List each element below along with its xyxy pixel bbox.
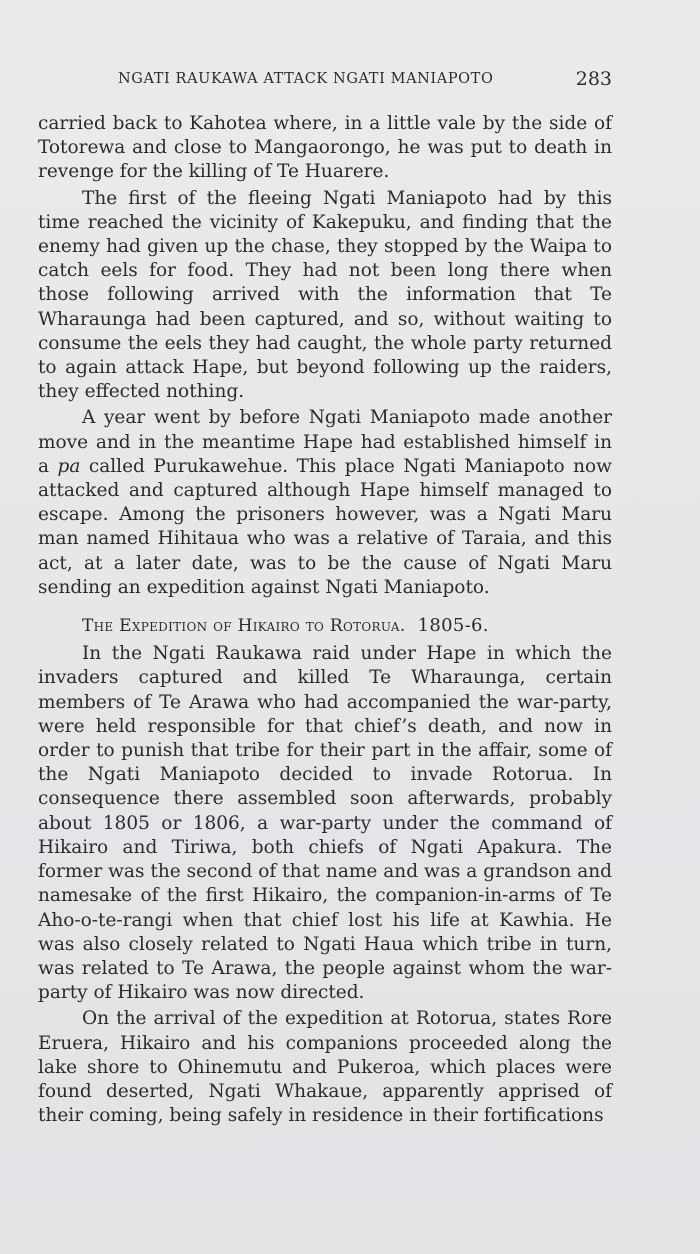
paragraph-2: The first of the fleeing Ngati Maniapoto had by this time reached the vicinity of Kakepuku, and finding that the enemy had given up the chase, they stopped by the Waipa to catch eels for food. They had not been long there when those following arrived with the information that Te Wharaunga had been captured, and so, without waiting to consume the eels they had caught, the whole party returned to again attack Hape, but beyond following up the raiders, they effected nothing. — [38, 187, 612, 403]
section-heading-date: 1805-6. — [417, 615, 489, 637]
paragraph-3 — [38, 406, 612, 600]
body-text — [38, 112, 612, 1128]
paragraph-4: In the Ngati Raukawa raid under Hape in which the invaders captured and killed Te Wharaunga, certain members of Te Arawa who had accompanied the war-party, were held responsible for that chief’s death, and now in order to punish that tribe for their part in the affair, some of the Ngati Maniapoto decided to invade Rotorua. In consequence there assembled soon afterwards, probably about 1805 or 1806, a war-party under the command of Hikairo and Tiriwa, both chiefs of Ngati Apakura. The former was the second of that name and was a grandson and namesake of the first Hikairo, the companion-in-arms of Te Aho-o-te-rangi when that chief lost his life at Kawhia. He was also closely related to Ngati Haua which tribe in turn, was related to Te Arawa, the people against whom the war-party of Hikairo was now directed. — [38, 643, 612, 1004]
page-header — [38, 68, 614, 94]
section-heading-title: The Expedition of Hikairo to Rotorua. — [82, 616, 406, 637]
paragraph-3-text-start: A year went by before Ngati Maniapoto made another move and in the meantime Hape had established himself in a — [38, 407, 612, 477]
paragraph-5: On the arrival of the expedition at Rotorua, states Rore Eruera, Hikairo and his companions proceeded along the lake shore to Ohinemutu and Pukeroa, which places were found deserted, Ngati Whakaue, apparently apprised of their coming, being safely in residence in their fortifications — [38, 1008, 612, 1127]
section-heading — [38, 614, 612, 638]
paragraph-1: carried back to Kahotea where, in a little vale by the side of Totorewa and close to Mangaorongo, he was put to death in revenge for the killing of Te Huarere. — [38, 113, 612, 183]
page-number: 283 — [575, 68, 612, 90]
italic-term-pa: pa — [57, 455, 81, 477]
running-head: NGATI RAUKAWA ATTACK NGATI MANIAPOTO — [118, 71, 494, 87]
paragraph-3-text-end: called Purukawehue. This place Ngati Maniapoto now attacked and captured although Hape himself managed to escape. Among the prisoners however, was a Ngati Maru man named Hihitaua who was a relative of Taraia, and this act, at a later date, was to be the cause of Ngati Maru sending an expedition against Ngati Maniapoto. — [38, 455, 612, 598]
